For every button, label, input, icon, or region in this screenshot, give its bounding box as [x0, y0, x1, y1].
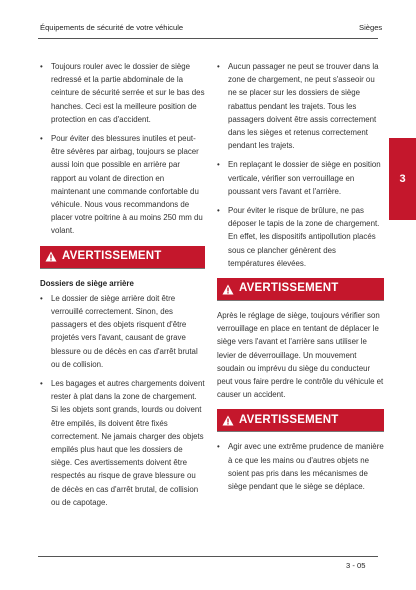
warning-bullet-list — [217, 440, 384, 493]
header-section: Sièges — [359, 23, 383, 32]
list-item: • Pour éviter le risque de brûlure, ne pas déposer le tapis de la zone de chargement. En effet, les dispositifs antipollution placés sous ce plancher génèrent des températures élevées. — [217, 204, 384, 270]
warning-bullet-list — [40, 292, 205, 509]
list-item: • Agir avec une extrême prudence de manière à ce que les mains ou d'autres objets ne soient pas pris dans les mécanismes de siège pendant que le siège se déplace. — [217, 440, 384, 493]
warning-title: AVERTISSEMENT — [239, 282, 339, 295]
list-item: • En replaçant le dossier de siège en position verticale, vérifier son verrouillage en poussant vers l'avant et l'arrière. — [217, 158, 384, 198]
warning-triangle-icon — [222, 284, 234, 295]
right-bullet-list — [217, 60, 384, 270]
warning-divider — [217, 300, 384, 301]
chapter-tab: 3 — [389, 138, 416, 220]
list-item: • Toujours rouler avec le dossier de siège redressé et la partie abdominale de la ceinture de sécurité serrée et sur le bas des hanches. Ceci est la meilleure position de protection en cas d'accident. — [40, 60, 205, 126]
page-number: 3 - 05 — [346, 561, 366, 570]
header-rule — [38, 38, 378, 39]
warning-divider — [40, 268, 205, 269]
warning-banner — [40, 246, 205, 268]
page-header — [0, 0, 416, 44]
list-item: • Le dossier de siège arrière doit être verrouillé correctement. Sinon, des passagers et des objets risquent d'être projetés vers l'avant, causant de grave blessure ou de décès en cas d'arrêt brutal ou de collision. — [40, 292, 205, 371]
footer-rule — [38, 556, 378, 557]
list-item: • Les bagages et autres chargements doivent rester à plat dans la zone de chargement. Si les objets sont grands, lourds ou doivent être empilés, ils doivent être fixés correctement. Ne jamais charger des objets empilés plus haut que les dossiers de siège. Ces avertissements doivent être respectés au risque de grave blessure ou de décès en cas d'arrêt brutal, de collision ou de capotage. — [40, 377, 205, 509]
warning-banner — [217, 278, 384, 300]
header-title: Équipements de sécurité de votre véhicule — [40, 23, 184, 32]
left-bullet-list — [40, 60, 205, 238]
left-column — [40, 60, 205, 515]
right-column — [217, 60, 384, 499]
warning-triangle-icon — [222, 415, 234, 426]
warning-banner — [217, 409, 384, 431]
warning-title: AVERTISSEMENT — [239, 413, 339, 426]
warning-divider — [217, 431, 384, 432]
warning-title: AVERTISSEMENT — [62, 250, 162, 263]
list-item: • Pour éviter des blessures inutiles et peut-être sévères par airbag, toujours se placer aussi loin que possible en arrière par rapport au volant de direction en maintenant une commande confortable du véhicule. Nous vous recommandons de placer votre poitrine à au moins 250 mm du volant. — [40, 132, 205, 238]
warning-subheading: Dossiers de siège arrière — [40, 278, 134, 288]
warning-text: Après le réglage de siège, toujours vérifier son verrouillage en place en tentant de déplacer le siège vers l'avant et l'arrière sans utiliser le levier de déverrouillage. Un mouvement soudain ou imprévu du siège du conducteur peut vous faire perdre le contrôle du véhicule et causer un accident. — [217, 311, 384, 400]
warning-triangle-icon — [45, 251, 57, 262]
list-item: • Aucun passager ne peut se trouver dans la zone de chargement, ne peut s'asseoir ou ne se placer sur les dossiers de siège rabattus pendant les trajets. Tous les passagers doivent être assis correctement dans les sièges et retenus correctement pendant les trajets. — [217, 60, 384, 152]
